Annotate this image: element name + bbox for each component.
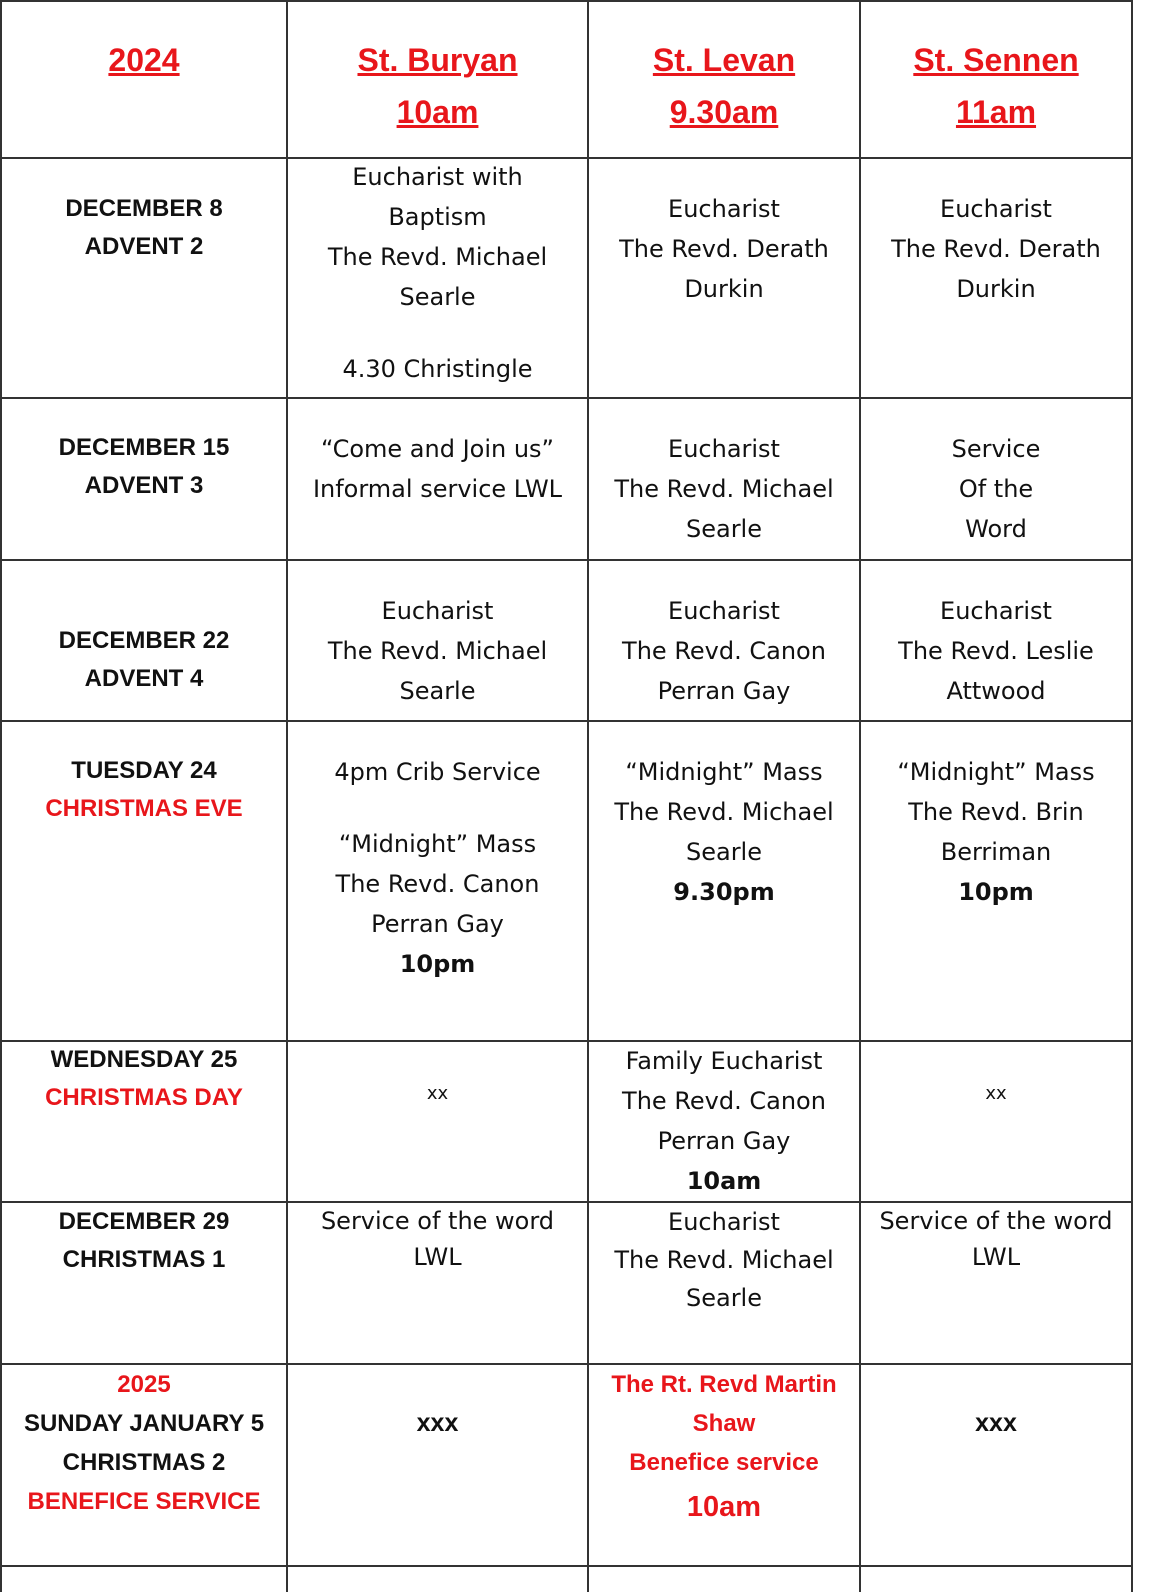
service-st-sennen	[861, 591, 1131, 711]
service-line: Family Eucharist	[625, 1047, 823, 1075]
service-line: Word	[965, 515, 1027, 543]
service-line: Searle	[399, 283, 476, 311]
service-time: 10am	[686, 1167, 762, 1195]
row-divider	[0, 559, 1133, 561]
service-line: The Revd. Leslie	[898, 637, 1094, 665]
service-time: 10am	[686, 1491, 762, 1523]
date-label: WEDNESDAY 25	[50, 1046, 238, 1073]
row-date	[2, 1041, 286, 1117]
date-label: TUESDAY 24	[71, 757, 217, 784]
service-st-levan	[589, 189, 859, 309]
date-label: DECEMBER 29	[58, 1208, 230, 1235]
service-line: The Revd. Canon	[622, 637, 826, 665]
service-line: Berriman	[940, 838, 1052, 866]
service-st-sennen	[861, 1403, 1131, 1443]
service-st-levan	[589, 1365, 859, 1532]
service-line: Eucharist	[668, 435, 780, 463]
service-st-levan	[589, 1041, 859, 1201]
sunday-label: CHRISTMAS 1	[62, 1246, 226, 1273]
service-line: Eucharist	[668, 597, 780, 625]
service-line: The Rt. Revd Martin	[611, 1371, 837, 1398]
service-line: “Midnight” Mass	[897, 758, 1095, 786]
service-line: Searle	[399, 677, 476, 705]
service-st-buryan	[288, 752, 587, 984]
sunday-label: ADVENT 2	[84, 233, 204, 260]
service-line: Eucharist	[381, 597, 494, 625]
feast-label: CHRISTMAS EVE	[45, 795, 243, 822]
service-time: 10pm	[399, 950, 476, 978]
service-line: Searle	[685, 838, 762, 866]
service-line: Perran Gay	[657, 1127, 791, 1155]
service-line: Informal service LWL	[312, 475, 563, 503]
sunday-label: CHRISTMAS 2	[62, 1449, 226, 1476]
header-year	[2, 34, 286, 86]
service-line: Service of the word	[879, 1207, 1113, 1235]
row-divider	[0, 0, 1133, 2]
service-line: Eucharist with	[352, 163, 523, 191]
feast-label: CHRISTMAS DAY	[45, 1084, 243, 1111]
date-label: DECEMBER 22	[58, 627, 230, 654]
service-line: LWL	[971, 1243, 1021, 1271]
service-line: Service	[951, 435, 1041, 463]
service-line: The Revd. Michael	[327, 243, 548, 271]
service-st-sennen	[861, 1203, 1131, 1275]
service-line: Durkin	[684, 275, 764, 303]
service-line: Searle	[685, 515, 762, 543]
header-church-name: St. Buryan	[357, 42, 518, 78]
date-label: DECEMBER 8	[65, 195, 223, 222]
row-date	[2, 190, 286, 266]
table-border-right	[1131, 2, 1133, 1592]
sunday-label: ADVENT 4	[84, 665, 204, 692]
service-line: The Revd. Michael	[614, 798, 834, 826]
service-line: Service of the word	[320, 1207, 555, 1235]
service-line: “Midnight” Mass	[338, 830, 537, 858]
header-church-name: St. Levan	[652, 42, 796, 78]
service-st-levan	[589, 429, 859, 549]
service-st-buryan	[288, 157, 587, 389]
service-line: 4.30 Christingle	[342, 355, 533, 383]
service-line: Shaw	[692, 1410, 756, 1437]
header-church-time: 11am	[955, 94, 1037, 130]
service-st-buryan	[288, 1203, 587, 1275]
service-st-buryan	[288, 591, 587, 711]
service-line: The Revd. Canon	[335, 870, 540, 898]
service-line: Attwood	[946, 677, 1046, 705]
date-label: DECEMBER 15	[58, 434, 230, 461]
row-date	[2, 752, 286, 828]
service-line: The Revd. Brin	[908, 798, 1084, 826]
service-line: Of the	[958, 475, 1034, 503]
service-line: Durkin	[956, 275, 1036, 303]
header-st-buryan	[288, 34, 587, 138]
row-divider	[0, 397, 1133, 399]
service-line: The Revd. Michael	[614, 1246, 834, 1274]
service-st-sennen	[861, 1074, 1131, 1114]
service-st-levan	[589, 752, 859, 912]
service-line: Eucharist	[940, 195, 1052, 223]
header-year-text: 2024	[108, 42, 180, 78]
header-st-levan	[589, 34, 859, 138]
service-time: 9.30pm	[673, 878, 775, 906]
year-label: 2025	[117, 1371, 171, 1398]
header-st-sennen	[861, 34, 1131, 138]
header-church-time: 9.30am	[669, 94, 779, 130]
service-line: Searle	[685, 1284, 762, 1312]
service-line: The Revd. Canon	[622, 1087, 826, 1115]
service-line: The Revd. Derath	[891, 235, 1101, 263]
header-church-name: St. Sennen	[913, 42, 1079, 78]
no-service-mark: xx	[426, 1083, 449, 1104]
service-line: Eucharist	[668, 195, 780, 223]
service-line: Benefice service	[629, 1449, 819, 1476]
no-service-mark: xx	[985, 1083, 1007, 1104]
service-st-sennen	[861, 189, 1131, 309]
service-st-buryan	[288, 429, 587, 509]
service-st-buryan	[288, 1403, 587, 1443]
service-line: Baptism	[388, 203, 487, 231]
service-line: Eucharist	[668, 1208, 780, 1236]
service-time: 10pm	[958, 878, 1034, 906]
row-date	[2, 622, 286, 698]
service-line: The Revd. Derath	[619, 235, 829, 263]
row-date	[2, 1203, 286, 1279]
service-st-levan	[589, 591, 859, 711]
service-line: Perran Gay	[371, 910, 504, 938]
service-line: Perran Gay	[657, 677, 791, 705]
row-divider	[0, 720, 1133, 722]
service-st-buryan	[288, 1074, 587, 1114]
feast-label: BENEFICE SERVICE	[27, 1488, 261, 1515]
service-line: LWL	[413, 1243, 462, 1271]
service-line: “Midnight” Mass	[625, 758, 823, 786]
service-line: “Come and Join us”	[321, 435, 554, 463]
row-date	[2, 429, 286, 505]
header-church-time: 10am	[396, 94, 479, 130]
service-st-sennen	[861, 752, 1131, 912]
service-st-levan	[589, 1203, 859, 1317]
service-st-sennen	[861, 429, 1131, 549]
service-line: The Revd. Michael	[327, 637, 548, 665]
service-line: 4pm Crib Service	[334, 758, 541, 786]
row-divider	[0, 1565, 1133, 1567]
sunday-label: ADVENT 3	[84, 472, 204, 499]
no-service-mark: xxx	[416, 1409, 459, 1437]
no-service-mark: xxx	[975, 1409, 1017, 1437]
date-label: SUNDAY JANUARY 5	[23, 1410, 265, 1437]
service-line: The Revd. Michael	[614, 475, 834, 503]
service-line: Eucharist	[940, 597, 1052, 625]
row-date	[2, 1365, 286, 1521]
